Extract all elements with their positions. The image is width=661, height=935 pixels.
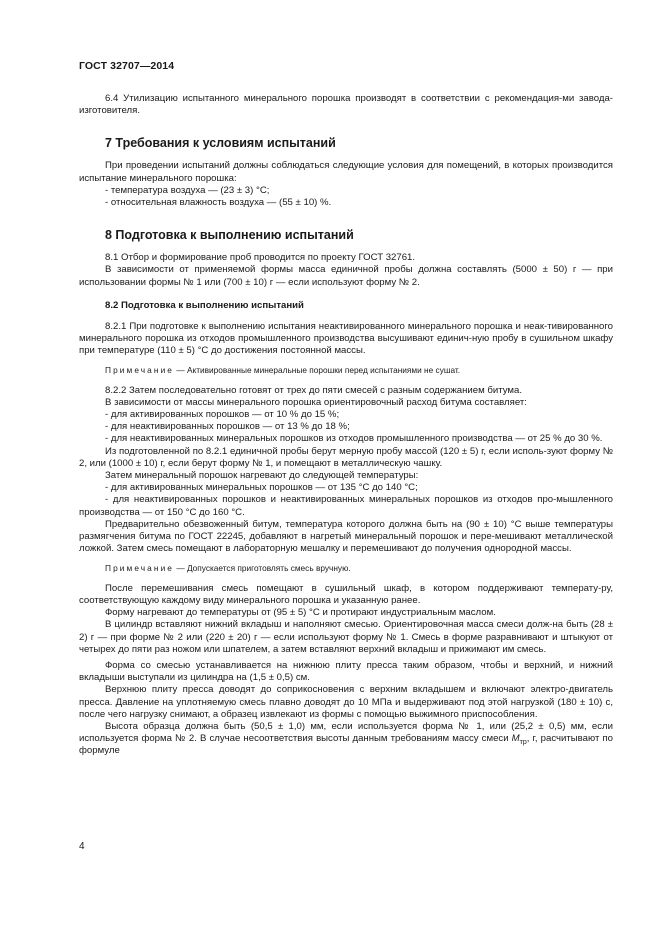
bullet-heat-activated: - для активированных минеральных порошков — от 135 °С до 140 °С;	[105, 482, 418, 494]
bullet-nonactivated: - для неактивированных порошков — от 13 % до 18 %;	[105, 421, 350, 433]
paragraph-sample: Из подготовленной по 8.2.1 единичной пробы берут мерную пробу массой (120 ± 5) г, если исполь-зуют форму № 2, или (1000 ± 10) г, если берут форму № 1, и помещают в металлическую чашку.	[79, 445, 613, 469]
bullet-activated: - для активированных порошков — от 10 % до 15 %;	[105, 409, 340, 421]
paragraph-8-1-mass: В зависимости от применяемой формы масса единичной пробы должна составлять (5000 ± 50) г — при использовании формы № 1 или (700 ± 10) г — если используют форму № 2.	[79, 264, 613, 288]
height-text-a: Высота образца должна быть (50,5 ± 1,0) мм, если используется форма № 1, или (25,2 ± 0,5) мм, если используется форма № 2. В случае несоответствия высоты данным требованиям массу смеси	[79, 720, 613, 745]
section-7-bullet-humidity: - относительная влажность воздуха — (55 ± 10) %.	[105, 197, 332, 209]
note-label: Примечание	[105, 563, 175, 574]
paragraph-form-heat: Форму нагревают до температуры от (95 ± 5) °С и протирают индустриальным маслом.	[105, 607, 496, 619]
note-text: — Активированные минеральные порошки перед испытаниями не сушат.	[174, 365, 461, 376]
paragraph-after-mixing: После перемешивания смесь помещают в сушильный шкаф, в котором поддерживают температу-ру, соответствующую каждому виду минерального порошка и указанную ранее.	[79, 582, 613, 606]
section-7-bullet-temp: - температура воздуха — (23 ± 3) °С;	[105, 184, 270, 196]
height-text-b: , г, расчитывают по формуле	[79, 733, 613, 757]
paragraph-bitumen-add: Предварительно обезвоженный битум, температура которого должна быть на (90 ± 10) °С выше температуры размягчения битума по ГОСТ 22245, добавляют в нагретый минеральный порошок и пере-мешивают металлической ложкой. Затем смесь помещают в лабораторную мешалку и перемешивают до получения однородной массы.	[79, 518, 613, 555]
document-body	[79, 93, 613, 758]
mass-variable-subscript: тр	[519, 739, 527, 747]
mass-variable: M	[511, 733, 520, 745]
paragraph-8-1: 8.1 Отбор и формирование проб проводится по проекту ГОСТ 32761.	[105, 252, 416, 264]
section-8-title: 8 Подготовка к выполнению испытаний	[105, 228, 354, 243]
paragraph-top-plate: Верхнюю плиту пресса доводят до соприкосновения с верхним вкладышем и включают электро-двигатель пресса. Давление на уплотняемую смесь плавно доводят до 10 МПа и выдерживают под этой нагрузкой (180 ± 10) с, после чего нагрузку снимают, а образец извлекают из формы с помощью выжимного приспособления.	[79, 684, 613, 720]
paragraph-8-2-2: 8.2.2 Затем последовательно готовят от трех до пяти смесей с разным содержанием битума.	[105, 384, 522, 396]
document-header: ГОСТ 32707—2014	[79, 60, 175, 72]
subsection-8-2-title: 8.2 Подготовка к выполнению испытаний	[105, 299, 304, 311]
paragraph-cylinder: В цилиндр вставляют нижний вкладыш и наполняют смесью. Ориентировочная масса смеси долж-на быть (28 ± 2) г — при форме № 2 или (220 ± 20) г — если используют форму № 1. Смесь в форме разравнивают и штыкуют от четырех до пяти раз ножом или шпателем, а затем вставляют верхний вкладыш и прижимают им смесь.	[79, 619, 613, 655]
note-text: — Допускается приготовлять смесь вручную.	[174, 563, 351, 574]
page-number: 4	[79, 841, 85, 852]
paragraph-6-4: 6.4 Утилизацию испытанного минерального порошка производят в соответствии с рекомендация-ми завода-изготовителя.	[79, 93, 613, 117]
paragraph-bitumen-rate: В зависимости от массы минерального порошка ориентировочный расход битума составляет:	[105, 396, 527, 408]
note-2	[105, 562, 613, 574]
paragraph-height	[79, 721, 613, 758]
bullet-heat-nonactivated: - для неактивированных порошков и неактивированных минеральных порошков из отходов про-мышленного производства — от 150 °С до 160 °С.	[79, 494, 613, 518]
note-label: Примечание	[105, 365, 175, 376]
section-7-title: 7 Требования к условиям испытаний	[105, 136, 336, 151]
paragraph-8-2-1: 8.2.1 При подготовке к выполнению испытания неактивированного минерального порошка и неак-тивированного минерального порошка из отходов промышленного производства высушивают единич-ную пробу в сушильном шкафу при температуре (110 ± 5) °С до достижения постоянной массы.	[79, 320, 613, 357]
paragraph-press: Форма со смесью устанавливается на нижнюю плиту пресса таким образом, чтобы и верхний, и нижний вкладыши выступали из цилиндра на (1,5 ± 0,5) см.	[79, 659, 613, 684]
section-7-intro: При проведении испытаний должны соблюдаться следующие условия для помещений, в которых производится испытание минерального порошка:	[79, 160, 613, 184]
note-1	[105, 364, 613, 376]
paragraph-heat: Затем минеральный порошок нагревают до следующей температуры:	[105, 470, 419, 482]
bullet-waste: - для неактивированных минеральных порошков из отходов промышленного производства — от 25 % до 30 %.	[105, 433, 603, 445]
